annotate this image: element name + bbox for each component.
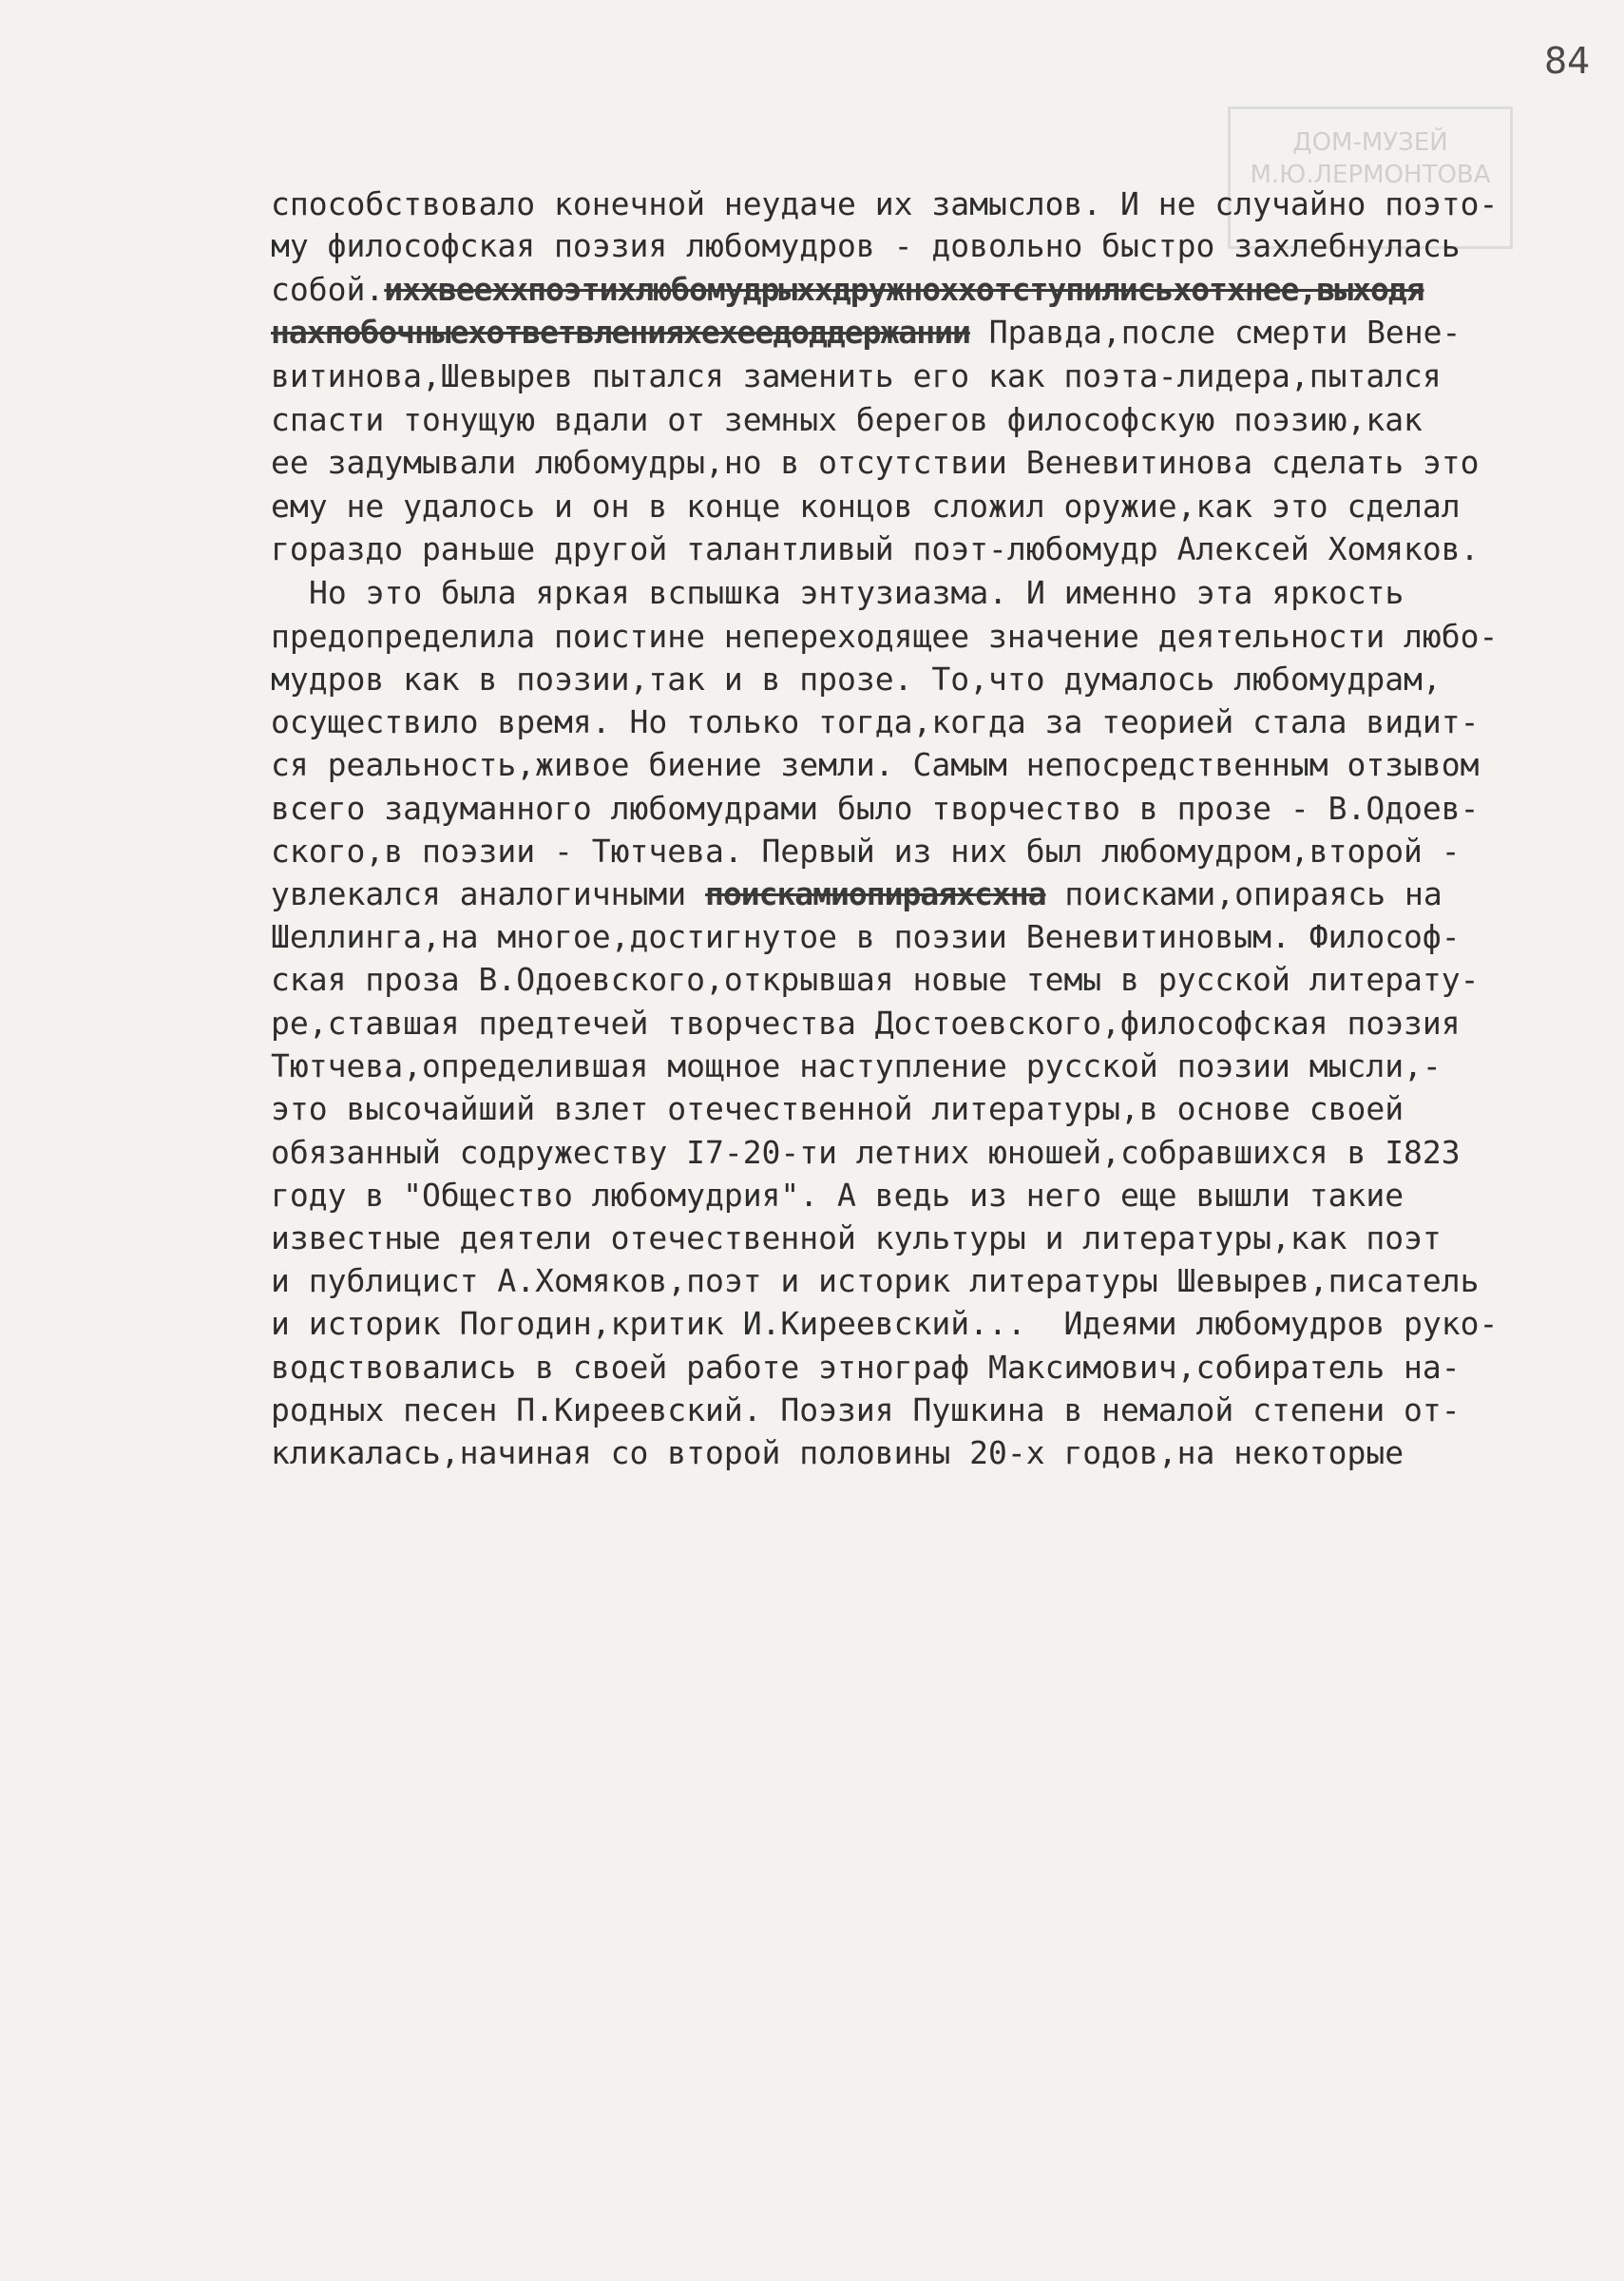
text-line: [271, 618, 1498, 656]
line-text: обязанный содружеству I7-20-ти летних юношей,собравшихся в I823: [271, 1134, 1461, 1171]
text-line: [271, 227, 1461, 265]
text-line: [271, 833, 1461, 871]
text-line: [271, 401, 1423, 439]
text-line: [271, 488, 1461, 526]
text-line: [271, 703, 1480, 741]
text-line: [271, 1434, 1404, 1472]
line-text: витинова,Шевырев пытался заменить его как поэта-лидера,пытался: [271, 357, 1442, 394]
text-line: [271, 1177, 1404, 1215]
line-text: гораздо раньше другой талантливый поэт-любомудр Алексей Хомяков.: [271, 530, 1480, 567]
text-line: [271, 746, 1480, 784]
text-line: [271, 1005, 1461, 1043]
line-text: всего задуманного любомудрами было творчество в прозе - В.Одоев-: [271, 790, 1480, 827]
line-text: это высочайший взлет отечественной литературы,в основе своей: [271, 1090, 1404, 1127]
line-text: родных песен П.Киреевский. Поэзия Пушкина в немалой степени от-: [271, 1391, 1461, 1428]
line-text: известные деятели отечественной культуры и литературы,как поэт: [271, 1219, 1442, 1256]
text-line: [271, 790, 1480, 828]
stamp-line: ДОМ-МУЗЕЙ: [1292, 128, 1448, 157]
text-line: [271, 314, 1461, 352]
text-line: [271, 357, 1442, 395]
line-text: осуществило время. Но только тогда,когда за теорией стала видит-: [271, 703, 1480, 740]
line-text: предопределила поистине непереходящее значение деятельности любо-: [271, 618, 1499, 655]
text-line: [271, 530, 1480, 568]
line-text: ре,ставшая предтечей творчества Достоевского,философская поэзия: [271, 1005, 1461, 1042]
line-text: собой.: [271, 271, 385, 308]
text-line: [271, 271, 1424, 309]
struck-text: поискамиопираяхсхна: [704, 875, 1046, 912]
line-text: и историк Погодин,критик И.Киреевский... Идеями любомудров руко-: [271, 1305, 1499, 1342]
line-text: поисками,опираясь на: [1045, 875, 1442, 912]
text-line: [271, 444, 1480, 482]
line-text: ему не удалось и он в конце концов сложил оружие,как это сделал: [271, 488, 1461, 525]
text-line: [271, 1305, 1498, 1343]
line-text: и публицист А.Хомяков,поэт и историк литературы Шевырев,писатель: [271, 1262, 1480, 1299]
line-text: водствовались в своей работе этнограф Максимович,собиратель на-: [271, 1349, 1461, 1386]
text-line: [271, 185, 1498, 223]
line-text: ся реальность,живое биение земли. Самым непосредственным отзывом: [271, 746, 1480, 783]
line-text: спасти тонущую вдали от земных берегов философскую поэзию,как: [271, 401, 1423, 438]
line-text: му философская поэзия любомудров - довольно быстро захлебнулась: [271, 227, 1461, 264]
text-line: [271, 1219, 1442, 1257]
line-text: ская проза В.Одоевского,открывшая новые темы в русской литерату-: [271, 961, 1480, 998]
text-line: [271, 1391, 1461, 1429]
line-text: Но это была яркая вспышка энтузиазма. И именно эта яркость: [309, 574, 1404, 611]
line-text: ского,в поэзии - Тютчева. Первый из них был любомудром,второй -: [271, 833, 1461, 870]
text-line: [271, 961, 1480, 999]
line-text: способствовало конечной неудаче их замыслов. И не случайно поэто-: [271, 185, 1499, 222]
text-line: [271, 1262, 1480, 1300]
line-text: Правда,после смерти Вене-: [969, 314, 1462, 351]
line-text: увлекался аналогичными: [271, 875, 705, 912]
text-line: [271, 1047, 1442, 1085]
text-line: [271, 1349, 1461, 1387]
text-line: [271, 918, 1461, 956]
text-line: [271, 661, 1442, 699]
text-line: [271, 1134, 1461, 1172]
line-text: кликалась,начиная со второй половины 20-х годов,на некоторые: [271, 1434, 1404, 1471]
line-text: году в "Общество любомудрия". А ведь из него еще вышли такие: [271, 1177, 1404, 1214]
struck-text: ихxвеехxпоэтиxлюбомудрыxxдружноxxотступилисьxотxнее,выходя: [384, 271, 1424, 308]
line-text: Тютчева,определившая мощное наступление русской поэзии мысли,-: [271, 1047, 1442, 1084]
text-line: [271, 875, 1442, 913]
text-line: [271, 1090, 1404, 1128]
text-line: [309, 574, 1404, 612]
line-text: Шеллинга,на многое,достигнутое в поэзии Веневитиновым. Философ-: [271, 918, 1461, 955]
stamp-line: М.Ю.ЛЕРМОНТОВА: [1250, 161, 1491, 189]
page-number: 84: [1544, 40, 1591, 82]
struck-text: наxпобочныеxответвленияxеxеедоддержании: [271, 314, 970, 351]
line-text: ее задумывали любомудры,но в отсутствии Веневитинова сделать это: [271, 444, 1480, 481]
line-text: мудров как в поэзии,так и в прозе. То,что думалось любомудрам,: [271, 661, 1442, 698]
